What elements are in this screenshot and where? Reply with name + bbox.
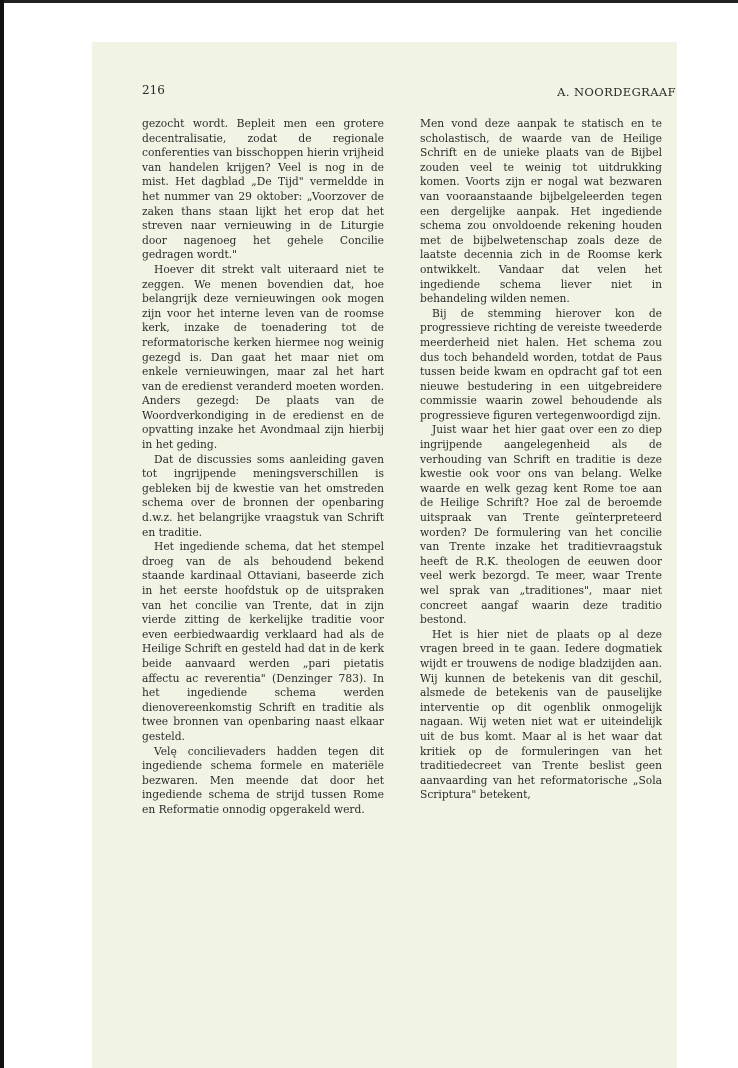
paragraph: Juist waar het hier gaat over een zo diep ingrijpende aangelegenheid als de verhouding van Schrift en traditie is deze kwestie ook voor ons van belang. Welke waarde en welk gezag kent Rome toe aan de Heilige Schrift? Hoe zal de beroemde uitspraak van Trente geïnterpreteerd worden? De formulering van het concilie van Trente inzake het traditievraagstuk heeft de R.K. theologen de eeuwen door veel werk bezorgd. Te meer, waar Trente wel sprak van „traditiones", maar niet concreet aangaf waarin deze traditio bestond. xyxy=(420,423,662,627)
paragraph: Men vond deze aanpak te statisch en te scholastisch, de waarde van de Heilige Schrift en de unieke plaats van de Bijbel zouden veel te weinig tot uitdrukking komen. Voorts zijn er nogal wat bezwaren van vooraanstaande bijbelgeleerden tegen een dergelijke aanpak. Het ingediende schema zou onvoldoende rekening houden met de bijbelwetenschap zoals deze de laatste decennia zich in de Roomse kerk ontwikkelt. Vandaar dat velen het ingediende schema liever niet in behandeling wilden nemen. xyxy=(420,117,662,306)
paragraph: Hoever dit strekt valt uiteraard niet te zeggen. We menen bovendien dat, hoe belangrijk deze vernieuwingen ook mogen zijn voor het interne leven van de roomse kerk, inzake de toenadering tot de reformatorische kerken hiermee nog weinig gezegd is. Dan gaat het maar niet om enkele vernieuwingen, maar zal het hart van de eredienst veranderd moeten worden. Anders gezegd: De plaats van de Woordverkondiging in de eredienst en de opvatting inzake het Avondmaal zijn hierbij in het geding. xyxy=(142,262,384,452)
running-head-author: A. NOORDEGRAAF xyxy=(557,85,676,99)
right-column xyxy=(420,117,662,803)
page-number: 216 xyxy=(142,83,165,97)
paragraph: gezocht wordt. Bepleit men een grotere decentralisatie, zodat de regionale conferenties van bisschoppen hierin vrijheid van handelen krijgen? Veel is nog in de mist. Het dagblad „De Tijd" vermeldde in het nummer van 29 oktober: „Voorzover de zaken thans staan lijkt het erop dat het streven naar vernieuwing in de Liturgie door nagenoeg het gehele Concilie gedragen wordt." xyxy=(142,117,384,262)
paragraph: Het is hier niet de plaats op al deze vragen breed in te gaan. Iedere dogmatiek wijdt er trouwens de nodige bladzijden aan. Wij kunnen de betekenis van dit geschil, alsmede de betekenis van de pauselijke interventie op dit ogenblik onmogelijk nagaan. Wij weten niet wat er uiteindelijk uit de bus komt. Maar al is het waar dat kritiek op de formuleringen van het traditiedecreet van Trente beslist geen aanvaarding van het reformatorische „Sola Scriptura" betekent, xyxy=(420,627,662,802)
paragraph: Velę concilievaders hadden tegen dit ingediende schema formele en materiële bezwaren. Men meende dat door het ingediende schema de strijd tussen Rome en Reformatie onnodig opgerakeld werd. xyxy=(142,744,384,816)
scan-left-edge xyxy=(0,0,4,1068)
paragraph: Dat de discussies soms aanleiding gaven tot ingrijpende meningsverschillen is gebleken bij de kwestie van het omstreden schema over de bronnen der openbaring d.w.z. het belangrijke vraagstuk van Schrift en traditie. xyxy=(142,452,384,539)
left-column xyxy=(142,117,384,818)
paragraph: Het ingediende schema, dat het stempel droeg van de als behoudend bekend staande kardinaal Ottaviani, baseerde zich in het eerste hoofdstuk op de uitspraken van het concilie van Trente, dat in zijn vierde zitting de kerkelijke traditie voor even eerbiedwaardig verklaard had als de Heilige Schrift en gesteld had dat in de kerk beide aanvaard werden „pari pietatis affectu ac reverentia" (Denzinger 783). In het ingediende schema werden dienovereenkomstig Schrift en traditie als twee bronnen van openbaring naast elkaar gesteld. xyxy=(142,540,384,743)
scan-top-edge xyxy=(0,0,738,3)
paragraph: Bij de stemming hierover kon de progressieve richting de vereiste tweederde meerderheid niet halen. Het schema zou dus toch behandeld worden, totdat de Paus tussen beide kwam en opdracht gaf tot een nieuwe bestudering in een uitgebreidere commissie waarin zowel behoudende als progressieve figuren vertegenwoordigd zijn. xyxy=(420,306,662,422)
